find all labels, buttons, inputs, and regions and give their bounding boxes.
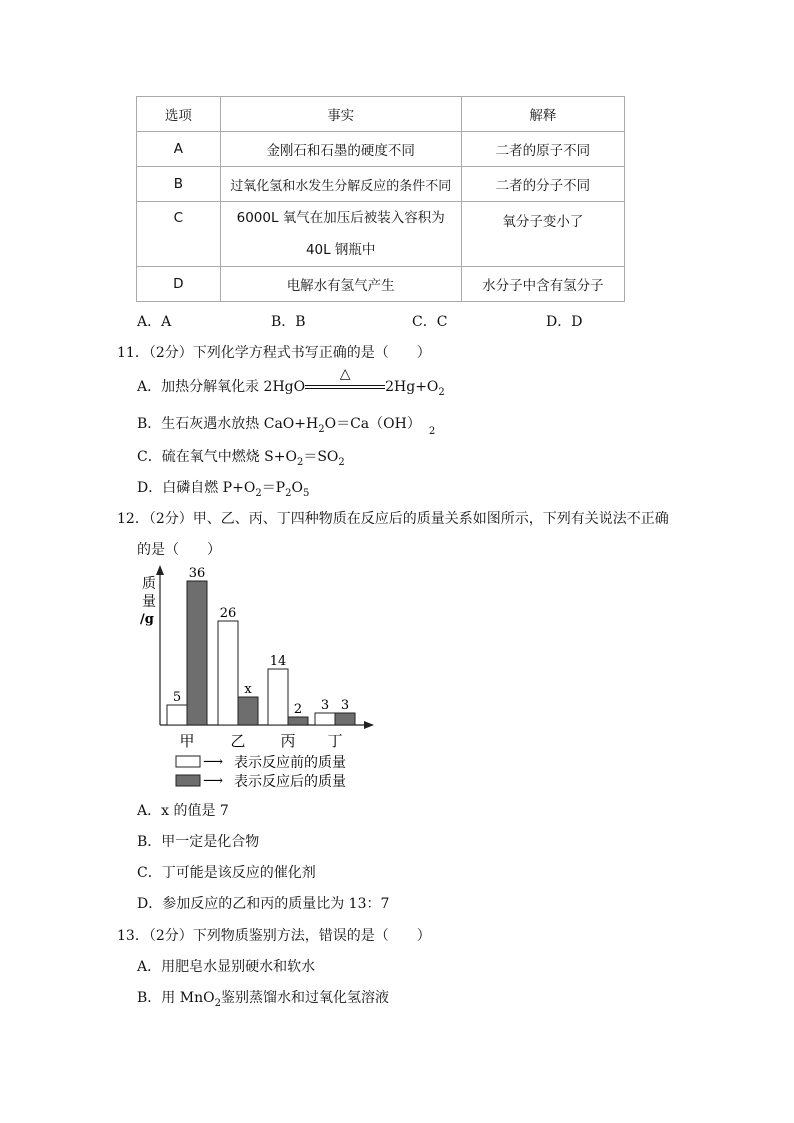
bar-data-label: 14 — [269, 654, 287, 669]
y-axis-label-char: 量 — [142, 594, 156, 610]
table-cell: 金刚石和石墨的硬度不同 — [220, 132, 461, 167]
q12-option-b: B．甲一定是化合物 — [137, 834, 260, 850]
y-axis-arrow — [156, 565, 164, 575]
header-cell: 事实 — [220, 97, 461, 132]
mass-bar-chart — [130, 562, 380, 794]
category-label: 甲 — [179, 732, 195, 750]
q11-option-a — [137, 366, 445, 398]
legend-label-after: 表示反应后的质量 — [234, 774, 346, 790]
legend-swatch-after — [176, 775, 200, 786]
bar-after-1 — [187, 581, 207, 725]
question-12-stem-line1: 12．（2分）甲、乙、丙、丁四种物质在反应后的质量关系如图所示，下列有关说法不正确 — [117, 511, 669, 527]
legend-swatch-before — [176, 756, 200, 767]
subscript: 2 — [318, 423, 325, 435]
q11-b-text: B．生石灰遇水放热 CaO+H — [137, 416, 319, 432]
q11-c-text: ＝SO — [303, 449, 339, 465]
category-label: 丙 — [280, 732, 296, 750]
subscript: 2 — [255, 487, 262, 499]
bar-before-3 — [268, 669, 288, 725]
x-axis-arrow — [364, 721, 374, 729]
bar-before-1 — [167, 705, 187, 725]
subscript: 2 — [428, 426, 436, 437]
legend-arrow: ⟶ — [203, 754, 224, 770]
bar-before-4 — [315, 713, 335, 725]
table-header-row — [137, 97, 625, 132]
question-10-table — [136, 96, 625, 302]
q11-a-suffix: 2Hg+O — [385, 379, 439, 395]
q11-option-d — [137, 477, 309, 499]
table-cell: A — [137, 132, 221, 167]
table-row — [137, 167, 625, 202]
table-row — [137, 267, 625, 302]
table-cell: 6000L 氧气在加压后被装入容积为 40L 钢瓶中 — [220, 202, 461, 267]
bar-data-label: 3 — [320, 698, 330, 713]
bar-after-2 — [238, 697, 258, 725]
legend-label-before: 表示反应前的质量 — [234, 755, 346, 771]
header-cell: 选项 — [137, 97, 221, 132]
option-d: D．D — [546, 314, 583, 330]
category-label: 丁 — [327, 732, 343, 750]
reaction-condition — [305, 366, 385, 394]
bar-data-label: 36 — [188, 566, 206, 581]
subscript: 2 — [338, 456, 345, 468]
q13-option-a: A．用肥皂水显别硬水和软水 — [137, 959, 316, 975]
table-cell: 过氧化氢和水发生分解反应的条件不同 — [220, 167, 461, 202]
bar-data-label: 3 — [340, 698, 350, 713]
heat-symbol: △ — [339, 366, 351, 382]
table-cell: C — [137, 202, 221, 267]
question-11-stem: 11．（2分）下列化学方程式书写正确的是（ ） — [117, 345, 431, 361]
table-row — [137, 202, 625, 267]
subscript: 2 — [296, 456, 304, 468]
q12-option-d: D．参加反应的乙和丙的质量比为 13：7 — [137, 896, 390, 912]
question-12-stem-line2: 的是（ ） — [137, 542, 221, 558]
q12-option-c: C．丁可能是该反应的催化剂 — [137, 865, 316, 881]
q11-b-text: O＝Ca（OH） — [324, 416, 421, 432]
table-cell: 氧分子变小了 — [461, 202, 624, 267]
q11-a-prefix: A．加热分解氧化汞 2HgO — [137, 379, 306, 395]
option-c: C．C — [412, 314, 448, 330]
q13-b-text: 鉴别蒸馏水和过氧化氢溶液 — [220, 990, 389, 1006]
bar-data-label: x — [244, 682, 252, 697]
subscript: 5 — [302, 487, 310, 499]
equal-sign — [305, 385, 385, 389]
subscript: 2 — [214, 997, 221, 1009]
category-label: 乙 — [230, 732, 246, 750]
bar-data-label: 2 — [293, 702, 303, 717]
option-a: A．A — [137, 314, 172, 330]
q13-option-b — [137, 987, 389, 1009]
bar-after-4 — [335, 713, 355, 725]
bar-data-label: 26 — [219, 606, 237, 621]
subscript: 2 — [285, 487, 292, 499]
q12-option-a: A．x 的值是 7 — [137, 803, 229, 819]
q11-c-text: C．硫在氧气中燃烧 S+O — [137, 449, 297, 465]
table-cell: 二者的分子不同 — [461, 167, 624, 202]
table-cell: D — [137, 267, 221, 302]
q13-b-text: B．用 MnO — [137, 990, 215, 1006]
table-cell: 水分子中含有氢分子 — [461, 267, 624, 302]
header-cell: 解释 — [461, 97, 624, 132]
table-row — [137, 132, 625, 167]
q11-d-text: D．白磷自燃 P+O — [137, 480, 256, 496]
table-cell: 电解水有氢气产生 — [220, 267, 461, 302]
y-axis-label-char: 质 — [142, 576, 156, 592]
q11-option-c — [137, 446, 345, 468]
table-cell: 二者的原子不同 — [461, 132, 624, 167]
option-b: B．B — [271, 314, 306, 330]
bar-after-3 — [288, 717, 308, 725]
q11-d-text: ＝P — [261, 480, 286, 496]
subscript: 2 — [438, 386, 445, 398]
question-13-stem: 13．（2分）下列物质鉴别方法，错误的是（ ） — [117, 928, 431, 944]
bar-group — [167, 566, 355, 750]
legend-arrow: ⟶ — [203, 773, 224, 789]
q11-d-text: O — [291, 480, 303, 496]
y-axis-label-unit: /g — [140, 612, 154, 627]
table-cell: B — [137, 167, 221, 202]
bar-before-2 — [218, 621, 238, 725]
q11-option-b — [137, 413, 435, 437]
bar-data-label: 5 — [172, 690, 182, 705]
